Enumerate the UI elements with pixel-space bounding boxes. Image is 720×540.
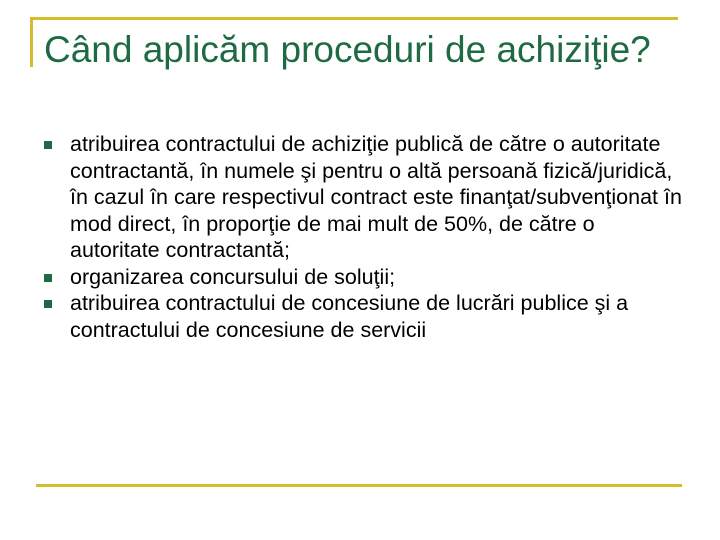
bullet-item-2 xyxy=(44,264,684,291)
top-decorative-line xyxy=(30,17,678,20)
bullet-text-2: organizarea concursului de soluţii; xyxy=(70,264,396,289)
bullet-text-3: atribuirea contractului de concesiune de lucrări publice şi a contractului de concesiune de servicii xyxy=(70,291,629,342)
square-bullet-icon xyxy=(44,274,52,282)
left-decorative-line xyxy=(30,17,33,67)
bullet-item-1 xyxy=(44,131,684,264)
square-bullet-icon xyxy=(44,300,52,308)
bullet-list xyxy=(44,131,684,343)
bullet-item-3 xyxy=(44,290,684,343)
square-bullet-icon xyxy=(44,141,52,149)
bottom-decorative-line xyxy=(36,484,682,487)
slide-title: Când aplicăm proceduri de achiziţie? xyxy=(44,29,651,70)
bullet-text-1: atribuirea contractului de achiziţie publică de către o autoritate contractantă, în numele şi pentru o altă persoană fizică/juridică, în cazul în care respectivul contract este finanţat/subvenţionat în mod direct, în proporţie de mai mult de 50%, de către o autoritate contractantă; xyxy=(70,132,682,262)
